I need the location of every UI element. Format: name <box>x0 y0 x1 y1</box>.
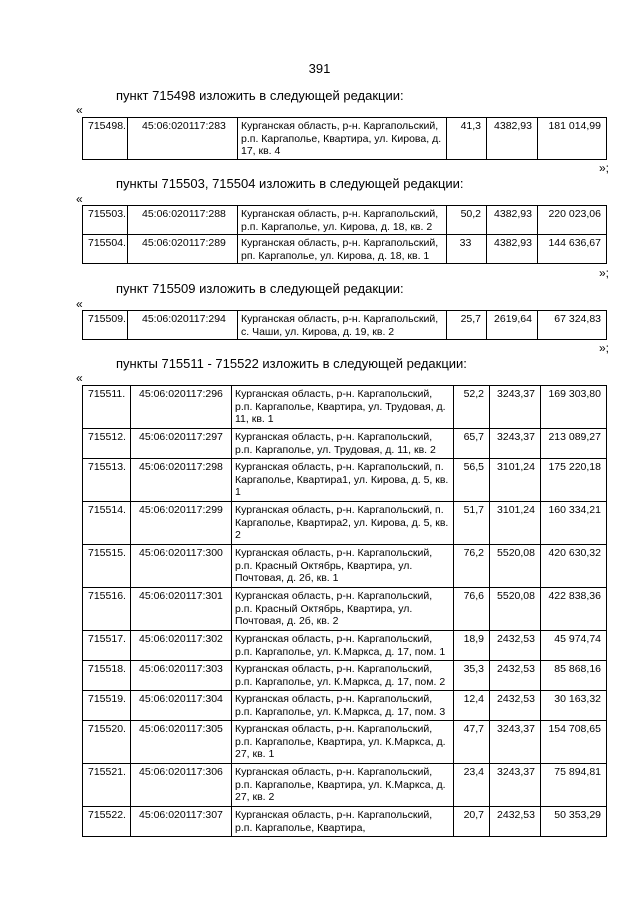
area: 56,5 <box>454 459 490 502</box>
area: 33 <box>447 235 487 264</box>
cadastral-number: 45:06:020117:307 <box>131 807 232 837</box>
cadastral-number: 45:06:020117:298 <box>131 459 232 502</box>
address: Курганская область, р-н. Каргапольский, р.п. Каргаполье, ул. К.Маркса, д. 17, пом. 2 <box>232 661 454 691</box>
page-number: 391 <box>308 61 331 76</box>
cadastral-value: 154 708,65 <box>541 721 607 764</box>
table-row <box>83 807 607 837</box>
address: Курганская область, р-н. Каргапольский, р.п. Каргаполье, Квартира, ул. Кирова, д. 17, кв. 4 <box>238 118 447 160</box>
specific-value: 3101,24 <box>490 459 541 502</box>
address: Курганская область, р-н. Каргапольский, р.п. Красный Октябрь, Квартира, ул. Почтовая, д. 2б, кв. 1 <box>232 545 454 588</box>
area: 41,3 <box>447 118 487 160</box>
quote-open: « <box>76 297 83 311</box>
table-row <box>83 118 607 160</box>
address: Курганская область, р-н. Каргапольский, п. Каргаполье, Квартира1, ул. Кирова, д. 5, кв. 1 <box>232 459 454 502</box>
quote-close: »; <box>598 161 609 175</box>
quote-open: « <box>76 192 83 206</box>
area: 23,4 <box>454 764 490 807</box>
quote-close: »; <box>598 341 609 355</box>
cadastral-value: 169 303,80 <box>541 386 607 429</box>
area: 76,2 <box>454 545 490 588</box>
specific-value: 2619,64 <box>487 311 538 340</box>
row-number: 715518. <box>83 661 131 691</box>
area: 52,2 <box>454 386 490 429</box>
cadastral-value: 50 353,29 <box>541 807 607 837</box>
address: Курганская область, р-н. Каргапольский, р.п. Каргаполье, Квартира, ул. К.Маркса, д. 27, кв. 1 <box>232 721 454 764</box>
cadastral-number: 45:06:020117:289 <box>128 235 238 264</box>
table-row <box>83 311 607 340</box>
address: Курганская область, р-н. Каргапольский, п. Каргаполье, Квартира2, ул. Кирова, д. 5, кв. 2 <box>232 502 454 545</box>
specific-value: 3101,24 <box>490 502 541 545</box>
address: Курганская область, р-н. Каргапольский, р.п. Каргаполье, ул. К.Маркса, д. 17, пом. 1 <box>232 631 454 661</box>
table-row <box>83 459 607 502</box>
specific-value: 5520,08 <box>490 545 541 588</box>
cadastral-number: 45:06:020117:299 <box>131 502 232 545</box>
section-table <box>82 310 607 340</box>
address: Курганская область, р-н. Каргапольский, р.п. Каргаполье, Квартира, ул. Трудовая, д. 11, кв. 1 <box>232 386 454 429</box>
row-number: 715516. <box>83 588 131 631</box>
cadastral-value: 160 334,21 <box>541 502 607 545</box>
address: Курганская область, р-н. Каргапольский, с. Чаши, ул. Кирова, д. 19, кв. 2 <box>238 311 447 340</box>
table-row <box>83 545 607 588</box>
cadastral-number: 45:06:020117:294 <box>128 311 238 340</box>
table-row <box>83 235 607 264</box>
cadastral-value: 85 868,16 <box>541 661 607 691</box>
section-table <box>82 117 607 160</box>
row-number: 715512. <box>83 429 131 459</box>
section-instruction: пункт 715498 изложить в следующей редакции: <box>116 88 404 103</box>
row-number: 715503. <box>83 206 128 235</box>
address: Курганская область, р-н. Каргапольский, р.п. Красный Октябрь, Квартира, ул. Почтовая, д. 2б, кв. 2 <box>232 588 454 631</box>
specific-value: 4382,93 <box>487 235 538 264</box>
address: Курганская область, р-н. Каргапольский, рп. Каргаполье, ул. Кирова, д. 18, кв. 1 <box>238 235 447 264</box>
cadastral-number: 45:06:020117:301 <box>131 588 232 631</box>
area: 50,2 <box>447 206 487 235</box>
quote-open: « <box>76 103 83 117</box>
specific-value: 5520,08 <box>490 588 541 631</box>
cadastral-number: 45:06:020117:305 <box>131 721 232 764</box>
address: Курганская область, р-н. Каргапольский, р.п. Каргаполье, ул. Трудовая, д. 11, кв. 2 <box>232 429 454 459</box>
specific-value: 2432,53 <box>490 661 541 691</box>
row-number: 715509. <box>83 311 128 340</box>
section-table <box>82 385 607 837</box>
section-instruction: пункты 715511 - 715522 изложить в следующей редакции: <box>116 356 467 371</box>
section-instruction: пункт 715509 изложить в следующей редакции: <box>116 281 404 296</box>
row-number: 715521. <box>83 764 131 807</box>
specific-value: 2432,53 <box>490 691 541 721</box>
cadastral-number: 45:06:020117:288 <box>128 206 238 235</box>
cadastral-value: 75 894,81 <box>541 764 607 807</box>
table-row <box>83 691 607 721</box>
cadastral-number: 45:06:020117:296 <box>131 386 232 429</box>
address: Курганская область, р-н. Каргапольский, р.п. Каргаполье, Квартира, <box>232 807 454 837</box>
table-row <box>83 631 607 661</box>
cadastral-number: 45:06:020117:302 <box>131 631 232 661</box>
address: Курганская область, р-н. Каргапольский, р.п. Каргаполье, ул. Кирова, д. 18, кв. 2 <box>238 206 447 235</box>
address: Курганская область, р-н. Каргапольский, р.п. Каргаполье, Квартира, ул. К.Маркса, д. 27, кв. 2 <box>232 764 454 807</box>
area: 12,4 <box>454 691 490 721</box>
area: 20,7 <box>454 807 490 837</box>
specific-value: 3243,37 <box>490 721 541 764</box>
row-number: 715519. <box>83 691 131 721</box>
quote-close: »; <box>598 266 609 280</box>
table-row <box>83 206 607 235</box>
row-number: 715504. <box>83 235 128 264</box>
table-row <box>83 588 607 631</box>
cadastral-number: 45:06:020117:300 <box>131 545 232 588</box>
specific-value: 3243,37 <box>490 386 541 429</box>
table-row <box>83 386 607 429</box>
specific-value: 4382,93 <box>487 118 538 160</box>
row-number: 715511. <box>83 386 131 429</box>
cadastral-number: 45:06:020117:283 <box>128 118 238 160</box>
cadastral-value: 67 324,83 <box>538 311 607 340</box>
specific-value: 2432,53 <box>490 631 541 661</box>
row-number: 715514. <box>83 502 131 545</box>
specific-value: 4382,93 <box>487 206 538 235</box>
cadastral-value: 220 023,06 <box>538 206 607 235</box>
table-row <box>83 721 607 764</box>
cadastral-value: 175 220,18 <box>541 459 607 502</box>
cadastral-number: 45:06:020117:297 <box>131 429 232 459</box>
area: 35,3 <box>454 661 490 691</box>
cadastral-value: 181 014,99 <box>538 118 607 160</box>
specific-value: 2432,53 <box>490 807 541 837</box>
row-number: 715520. <box>83 721 131 764</box>
table-row <box>83 429 607 459</box>
row-number: 715517. <box>83 631 131 661</box>
row-number: 715522. <box>83 807 131 837</box>
cadastral-value: 422 838,36 <box>541 588 607 631</box>
area: 51,7 <box>454 502 490 545</box>
area: 47,7 <box>454 721 490 764</box>
cadastral-number: 45:06:020117:304 <box>131 691 232 721</box>
table-row <box>83 661 607 691</box>
cadastral-value: 420 630,32 <box>541 545 607 588</box>
row-number: 715515. <box>83 545 131 588</box>
cadastral-number: 45:06:020117:303 <box>131 661 232 691</box>
quote-open: « <box>76 371 83 385</box>
specific-value: 3243,37 <box>490 429 541 459</box>
cadastral-value: 30 163,32 <box>541 691 607 721</box>
area: 25,7 <box>447 311 487 340</box>
cadastral-number: 45:06:020117:306 <box>131 764 232 807</box>
section-instruction: пункты 715503, 715504 изложить в следующей редакции: <box>116 176 464 191</box>
table-row <box>83 764 607 807</box>
address: Курганская область, р-н. Каргапольский, р.п. Каргаполье, ул. К.Маркса, д. 17, пом. 3 <box>232 691 454 721</box>
cadastral-value: 45 974,74 <box>541 631 607 661</box>
area: 18,9 <box>454 631 490 661</box>
area: 65,7 <box>454 429 490 459</box>
specific-value: 3243,37 <box>490 764 541 807</box>
row-number: 715498. <box>83 118 128 160</box>
cadastral-value: 144 636,67 <box>538 235 607 264</box>
area: 76,6 <box>454 588 490 631</box>
cadastral-value: 213 089,27 <box>541 429 607 459</box>
section-table <box>82 205 607 264</box>
row-number: 715513. <box>83 459 131 502</box>
table-row <box>83 502 607 545</box>
